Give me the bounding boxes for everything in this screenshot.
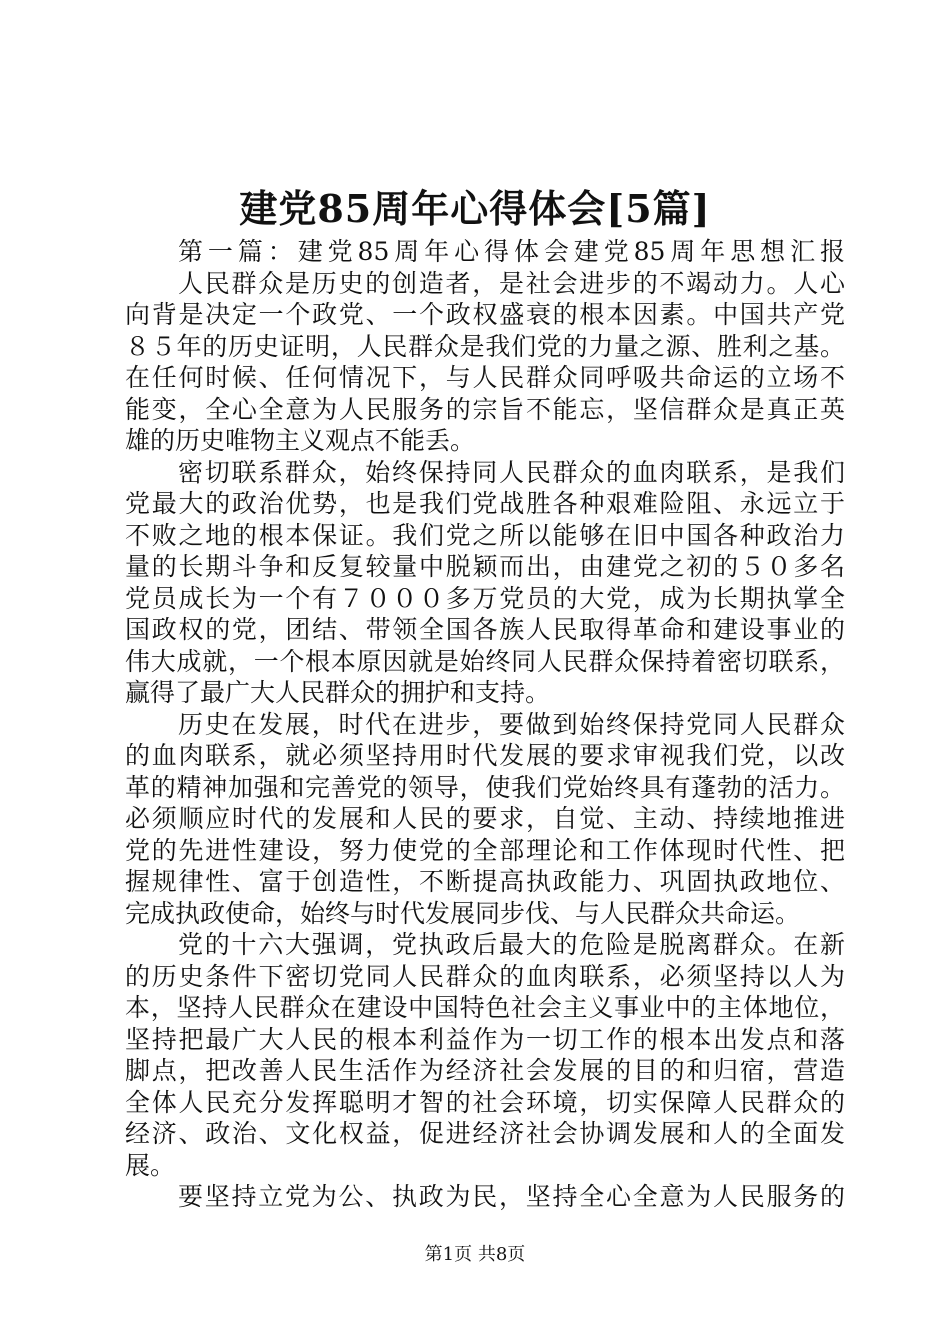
paragraph-line: 全体人民充分发挥聪明才智的社会环境，切实保障人民群众的 xyxy=(125,1087,845,1117)
paragraph-line: 伟大成就，一个根本原因就是始终同人民群众保持着密切联系， xyxy=(125,646,845,676)
document-body xyxy=(125,236,845,1213)
paragraph-line: 不败之地的根本保证。我们党之所以能够在旧中国各种政治力 xyxy=(125,520,845,550)
paragraph-line: 脚点，把改善人民生活作为经济社会发展的目的和归宿，营造 xyxy=(125,1056,845,1085)
paragraph-line: 量的长期斗争和反复较量中脱颖而出，由建党之初的５０多名 xyxy=(125,552,845,581)
paragraph-line: 完成执政使命，始终与时代发展同步伐、与人民群众共命运。 xyxy=(125,898,801,928)
page-number-footer: 第1页 共8页 xyxy=(424,1244,526,1265)
paragraph-line: ８５年的历史证明，人民群众是我们党的力量之源、胜利之基。 xyxy=(125,331,845,361)
paragraph-line: 人民群众是历史的创造者，是社会进步的不竭动力。人心 xyxy=(178,268,845,298)
paragraph-line: 的血肉联系，就必须坚持用时代发展的要求审视我们党，以改 xyxy=(125,741,845,770)
paragraph-line: 党的十六大强调，党执政后最大的危险是脱离群众。在新 xyxy=(178,930,845,959)
paragraph-line: 握规律性、富于创造性，不断提高执政能力、巩固执政地位、 xyxy=(125,867,845,896)
paragraph-line: 展。 xyxy=(125,1150,176,1180)
paragraph-line: 党的先进性建设，努力使党的全部理论和工作体现时代性、把 xyxy=(125,835,845,865)
paragraph-line: 能变，全心全意为人民服务的宗旨不能忘，坚信群众是真正英 xyxy=(125,394,845,424)
paragraph-line: 坚持把最广大人民的根本利益作为一切工作的根本出发点和落 xyxy=(125,1024,845,1054)
document-title: 建党85周年心得体会[5篇] xyxy=(239,186,711,231)
paragraph-line: 的历史条件下密切党同人民群众的血肉联系，必须坚持以人为 xyxy=(125,961,845,991)
paragraph-line: 要坚持立党为公、执政为民，坚持全心全意为人民服务的 xyxy=(178,1182,845,1211)
paragraph-line: 向背是决定一个政党、一个政权盛衰的根本因素。中国共产党 xyxy=(125,300,845,329)
paragraph-line: 党员成长为一个有７０００多万党员的大党，成为长期执掌全 xyxy=(125,583,845,613)
paragraph-line: 经济、政治、文化权益，促进经济社会协调发展和人的全面发 xyxy=(125,1119,845,1148)
paragraph-line: 党最大的政治优势，也是我们党战胜各种艰难险阻、永远立于 xyxy=(125,489,845,518)
paragraph-line: 在任何时候、任何情况下，与人民群众同呼吸共命运的立场不 xyxy=(125,363,845,392)
section-heading: 第一篇：建党85周年心得体会建党85周年思想汇报 xyxy=(178,237,845,266)
paragraph-line: 革的精神加强和完善党的领导，使我们党始终具有蓬勃的活力。 xyxy=(125,772,845,802)
paragraph-line: 历史在发展，时代在进步，要做到始终保持党同人民群众 xyxy=(178,709,845,739)
paragraph-line: 国政权的党，团结、带领全国各族人民取得革命和建设事业的 xyxy=(125,615,845,644)
paragraph-line: 本，坚持人民群众在建设中国特色社会主义事业中的主体地位， xyxy=(125,993,845,1022)
paragraph-line: 雄的历史唯物主义观点不能丢。 xyxy=(125,426,476,455)
paragraph-line: 赢得了最广大人民群众的拥护和支持。 xyxy=(125,678,551,707)
paragraph-line: 必须顺应时代的发展和人民的要求，自觉、主动、持续地推进 xyxy=(125,804,845,833)
paragraph-line: 密切联系群众，始终保持同人民群众的血肉联系，是我们 xyxy=(178,457,845,487)
